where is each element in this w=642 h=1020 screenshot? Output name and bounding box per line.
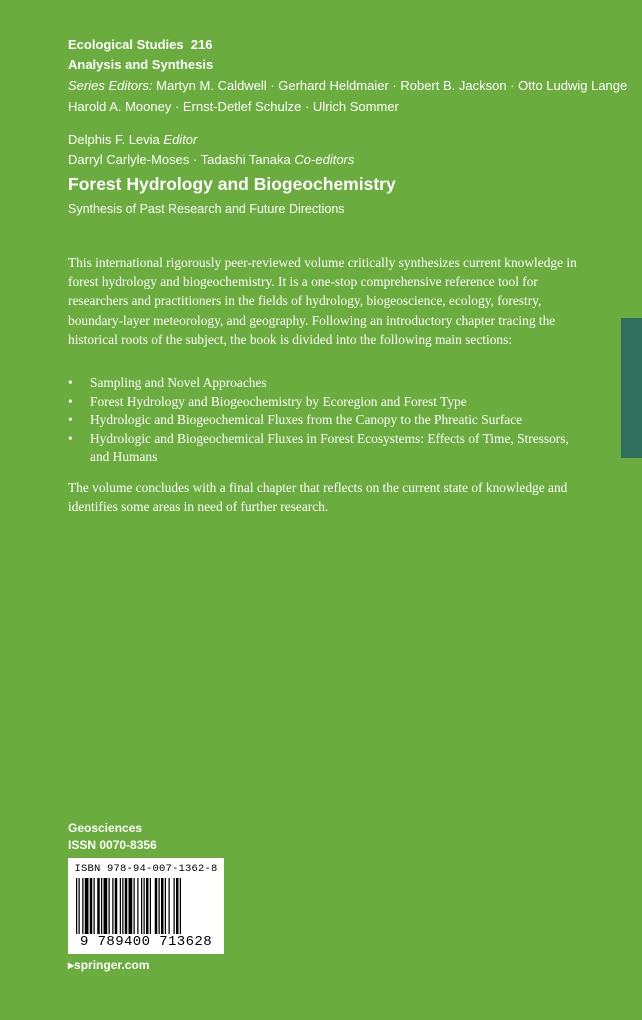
book-subtitle: Synthesis of Past Research and Future Directions bbox=[68, 202, 345, 216]
barcode-bar bbox=[159, 878, 160, 934]
bullet-icon: • bbox=[68, 393, 73, 409]
section-item bbox=[68, 393, 584, 412]
series-editors-line-1 bbox=[68, 78, 627, 93]
barcode-bars bbox=[76, 878, 216, 934]
series-subtitle: Analysis and Synthesis bbox=[68, 57, 214, 72]
section-item bbox=[68, 430, 584, 467]
section-item bbox=[68, 411, 584, 430]
website-label: springer.com bbox=[74, 958, 150, 972]
intro-paragraph: This international rigorously peer-reviewed volume critically synthesizes current knowledge in forest hydrology and biogeochemistry. It is a one-stop comprehensive reference tool for researchers and practitioners in the fields of hydrology, biogeoscience, ecology, forestry, boundary-layer meteorology, and geography. Following an introductory chapter tracing the historical roots of the subject, the book is divided into the following main sections: bbox=[68, 255, 577, 347]
section-label: Hydrologic and Biogeochemical Fluxes from the Canopy to the Phreatic Surface bbox=[90, 412, 523, 428]
bullet-icon: • bbox=[68, 430, 73, 446]
barcode-digits: 9 789400 713628 bbox=[79, 934, 213, 950]
barcode-bar bbox=[90, 878, 93, 934]
section-label: Forest Hydrology and Biogeochemistry by Ecoregion and Forest Type bbox=[90, 393, 467, 409]
section-item bbox=[68, 374, 584, 393]
barcode-bar bbox=[150, 878, 151, 934]
barcode-bar bbox=[180, 878, 181, 934]
series-editors-names-1: Martyn M. Caldwell · Gerhard Heldmaier · Robert B. Jackson · Otto Ludwig Lange bbox=[156, 78, 628, 93]
subject-label: Geosciences bbox=[68, 821, 143, 835]
arrow-icon: ▸ bbox=[68, 958, 75, 972]
barcode-bar bbox=[79, 878, 80, 934]
barcode-bar bbox=[120, 878, 121, 934]
barcode-bar bbox=[125, 878, 128, 934]
barcode-bar bbox=[115, 878, 118, 934]
series-editors-label: Series Editors: bbox=[68, 78, 153, 93]
editor-line bbox=[68, 132, 197, 147]
barcode-bar bbox=[97, 878, 100, 934]
issn-label: ISSN 0070-8356 bbox=[68, 838, 157, 852]
barcode-bar bbox=[76, 878, 77, 934]
barcode-bar bbox=[129, 878, 133, 934]
barcode-bar bbox=[174, 878, 175, 934]
barcode-bar bbox=[144, 878, 145, 934]
barcode-bar bbox=[137, 878, 138, 934]
barcode-bar bbox=[134, 878, 135, 934]
barcode bbox=[68, 858, 224, 954]
barcode-bar bbox=[141, 878, 142, 934]
website-link[interactable] bbox=[68, 958, 149, 972]
spine-color-tab bbox=[621, 318, 642, 458]
closing-paragraph: The volume concludes with a final chapter that reflects on the current state of knowledge and identifies some areas in need of further research. bbox=[68, 480, 568, 515]
section-label: Sampling and Novel Approaches bbox=[90, 375, 267, 390]
barcode-bar bbox=[85, 878, 89, 934]
coeditors-line bbox=[68, 152, 354, 167]
barcode-bar bbox=[165, 878, 166, 934]
coeditors-role: Co-editors bbox=[294, 152, 355, 167]
bullet-icon: • bbox=[68, 412, 73, 428]
series-header bbox=[68, 37, 213, 52]
barcode-bar bbox=[155, 878, 158, 934]
description-intro bbox=[68, 253, 584, 349]
barcode-bar bbox=[176, 878, 179, 934]
series-number: 216 bbox=[190, 37, 213, 52]
bullet-icon: • bbox=[68, 375, 73, 390]
editor-name: Delphis F. Levia bbox=[68, 132, 160, 147]
barcode-bar bbox=[169, 878, 170, 934]
series-name: Ecological Studies bbox=[68, 37, 184, 52]
barcode-bar bbox=[104, 878, 108, 934]
barcode-bar bbox=[94, 878, 95, 934]
barcode-bar bbox=[82, 878, 83, 934]
section-list bbox=[68, 374, 584, 467]
barcode-bar bbox=[122, 878, 123, 934]
coeditors-names: Darryl Carlyle-Moses · Tadashi Tanaka bbox=[68, 152, 291, 167]
series-editors-line-2: Harold A. Mooney · Ernst-Detlef Schulze · Ulrich Sommer bbox=[68, 99, 399, 114]
barcode-bar bbox=[146, 878, 149, 934]
barcode-bar bbox=[112, 878, 113, 934]
barcode-bar bbox=[101, 878, 102, 934]
isbn-label: ISBN 978-94-007-1362-8 bbox=[74, 863, 218, 875]
barcode-bar bbox=[161, 878, 164, 934]
barcode-bar bbox=[109, 878, 110, 934]
book-title: Forest Hydrology and Biogeochemistry bbox=[68, 174, 396, 194]
editor-role: Editor bbox=[163, 132, 198, 147]
section-label: Hydrologic and Biogeochemical Fluxes in Forest Ecosystems: Effects of Time, Stressors, and Humans bbox=[90, 430, 569, 465]
